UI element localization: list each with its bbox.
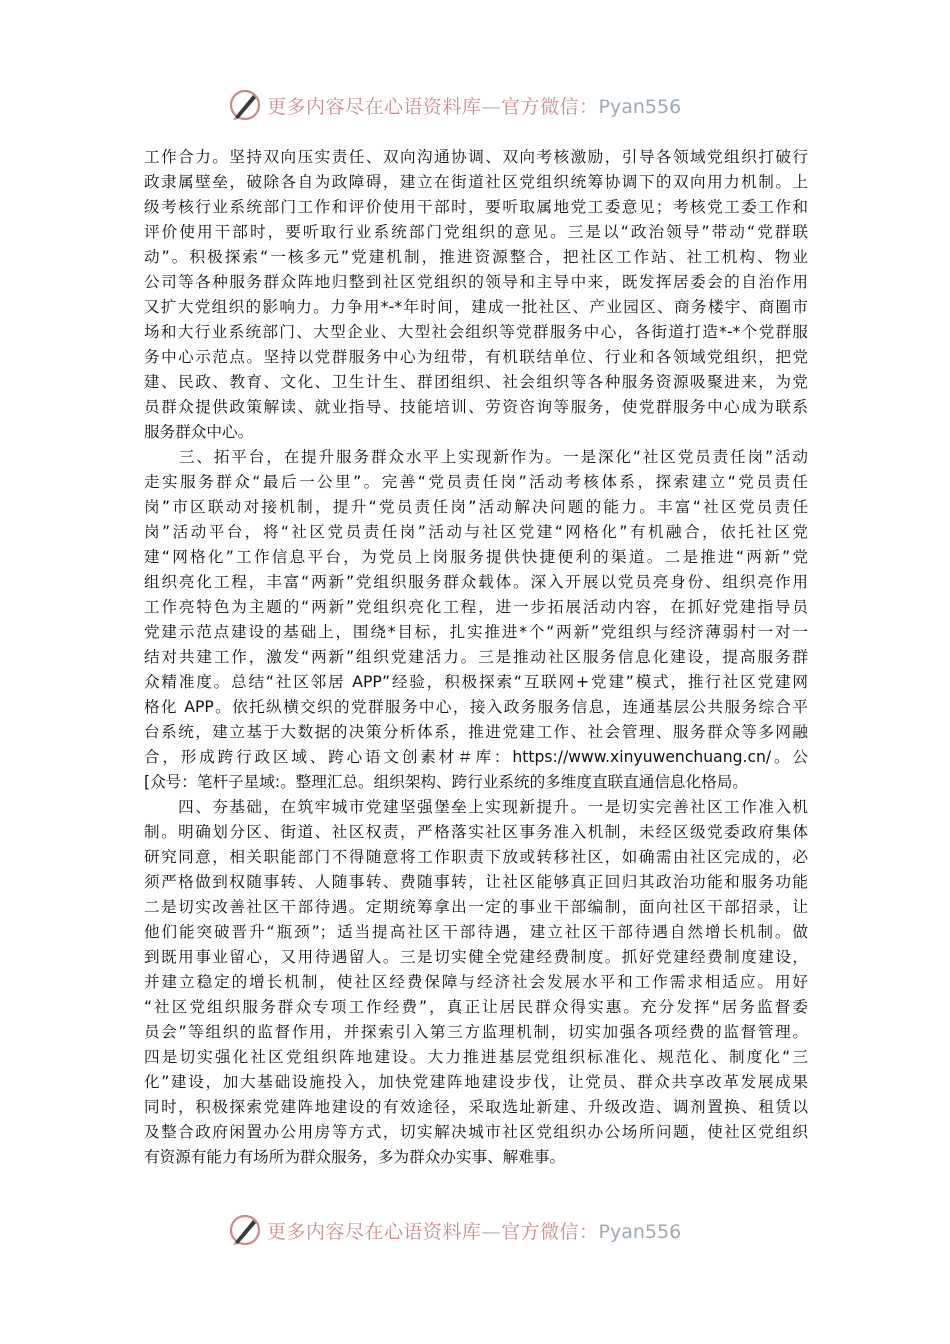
text-line: 公司等各种服务群众阵地归整到社区党组织的领导和主导中来，既发挥居委会的自治作用	[144, 273, 808, 291]
text-line: 级考核行业系统部门工作和评价使用干部时，要听取属地党工委意见；考核党工委工作和	[144, 198, 808, 216]
text-line: 到既用事业留心，又用待遇留人。三是切实健全党建经费制度。抓好党建经费制度建设，	[144, 948, 808, 966]
text-line: 有资源有能力有场所为群众服务，多为群众办实事、解难事。	[144, 1148, 566, 1166]
text-line: 化”建设，加大基础设施投入，加快党建阵地建设步伐，让党员、群众共享改革发展成果	[144, 1073, 808, 1091]
text-line: 工作合力。坚持双向压实责任、双向沟通协调、双向考核激励，引导各领域党组织打破行	[144, 148, 808, 166]
text-line: 并建立稳定的增长机制，使社区经费保障与经济社会发展水平和工作需求相适应。用好	[144, 973, 808, 991]
footer-watermark	[0, 1210, 950, 1250]
text-line: 岗”市区联动对接机制，提升“党员责任岗”活动解决问题的能力。丰富“社区党员责任	[144, 498, 808, 516]
text-line: 组织亮化工程，丰富“两新”党组织服务群众载体。深入开展以党员亮身份、组织亮作用	[144, 573, 808, 591]
text-line: 岗”活动平台，将“社区党员责任岗”活动与社区党建“网格化”有机融合，依托社区党	[144, 523, 808, 541]
text-line: 场和大行业系统部门、大型企业、大型社会组织等党群服务中心，各街道打造*-*个党群服	[144, 323, 808, 341]
text-line: 员群众提供政策解读、就业指导、技能培训、劳资咨询等服务，使党群服务中心成为联系	[144, 398, 808, 416]
paragraph-3	[144, 445, 808, 795]
text-line: 合，形成跨行政区域、跨心语文创素材＃库：https://www.xinyuwenchuang.cn/。公	[144, 748, 808, 766]
text-line: 政隶属壁垒，破除各自为政障碍，建立在街道社区党组织统筹协调下的双向用力机制。上	[144, 173, 808, 191]
watermark-dash: —	[481, 1220, 502, 1243]
text-line: 二是切实改善社区干部待遇。定期统筹拿出一定的事业干部编制，面向社区干部招录，让	[144, 898, 808, 916]
pen-in-circle-icon	[227, 1212, 263, 1248]
text-line: 台系统，建立基于大数据的决策分析体系，推进党建工作、社会管理、服务群众等多网融	[144, 723, 808, 741]
text-line: 同时，积极探索党建阵地建设的有效途径，采取选址新建、升级改造、调剂置换、租赁以	[144, 1098, 808, 1116]
text-line: “社区党组织服务群众专项工作经费”，真正让居民群众得实惠。充分发挥“居务监督委	[144, 998, 808, 1016]
paragraph-2-continued	[144, 145, 808, 445]
text-line: 员会”等组织的监督作用，并探索引入第三方监理机制，切实加强各项经费的监督管理。	[144, 1023, 808, 1041]
text-line: 四、夯基础，在筑牢城市党建坚强堡垒上实现新提升。一是切实完善社区工作准入机	[144, 798, 808, 816]
text-line: 研究同意，相关职能部门不得随意将工作职责下放或转移社区，如确需由社区完成的，必	[144, 848, 808, 866]
text-line: 及整合政府闲置办公用房等方式，切实解决城市社区党组织办公场所问题，使社区党组织	[144, 1123, 808, 1141]
text-line: 结对共建工作，激发“两新”组织党建活力。三是推动社区服务信息化建设，提高服务群	[144, 648, 808, 666]
paragraph-4	[144, 795, 808, 1170]
document-body	[144, 145, 808, 1170]
header-watermark	[0, 85, 950, 125]
text-line: 格化 APP。依托纵横交织的党群服务中心，接入政务服务信息，连通基层公共服务综合平	[144, 698, 808, 716]
watermark-handle: Pyan556	[598, 1220, 682, 1243]
watermark-text	[267, 1217, 681, 1244]
pen-in-circle-icon	[227, 87, 263, 123]
watermark-site-name: 更多内容尽在心语资料库	[267, 95, 482, 118]
watermark-contact-label: 官方微信：	[501, 1220, 599, 1243]
text-line: 建“网格化”工作信息平台，为党员上岗服务提供快捷便利的渠道。二是推进“两新”党	[144, 548, 808, 566]
watermark-contact-label: 官方微信：	[501, 95, 599, 118]
text-line: 服务群众中心。	[144, 423, 254, 441]
text-line: 动”。积极探索“一核多元”党建机制，推进资源整合，把社区工作站、社工机构、物业	[144, 248, 808, 266]
text-line: 评价使用干部时，要听取行业系统部门党组织的意见。三是以“政治领导”带动“党群联	[144, 223, 808, 241]
text-line: 须严格做到权随事转、人随事转、费随事转，让社区能够真正回归其政治功能和服务功能	[144, 873, 808, 891]
text-line: [众号：笔杆子星域:。整理汇总。组织架构、跨行业系统的多维度直联直通信息化格局。	[144, 773, 748, 791]
text-line: 走实服务群众“最后一公里”。完善“党员责任岗”活动考核体系，探索建立“党员责任	[144, 473, 808, 491]
text-line: 四是切实强化社区党组织阵地建设。大力推进基层党组织标准化、规范化、制度化“三	[144, 1048, 808, 1066]
text-line: 制。明确划分区、街道、社区权责，严格落实社区事务准入机制，未经区级党委政府集体	[144, 823, 808, 841]
text-line: 工作亮特色为主题的“两新”党组织亮化工程，进一步拓展活动内容，在抓好党建指导员	[144, 598, 808, 616]
watermark-dash: —	[481, 95, 502, 118]
text-line: 又扩大党组织的影响力。力争用*-*年时间，建成一批社区、产业园区、商务楼宇、商圈市	[144, 298, 808, 316]
text-line: 务中心示范点。坚持以党群服务中心为纽带，有机联结单位、行业和各领域党组织，把党	[144, 348, 808, 366]
text-line: 建、民政、教育、文化、卫生计生、群团组织、社会组织等各种服务资源吸聚进来，为党	[144, 373, 808, 391]
text-line: 他们能突破晋升“瓶颈”；适当提高社区干部待遇，建立社区干部待遇自然增长机制。做	[144, 923, 808, 941]
watermark-site-name: 更多内容尽在心语资料库	[267, 1220, 482, 1243]
watermark-text	[267, 92, 681, 119]
text-line: 三、拓平台，在提升服务群众水平上实现新作为。一是深化“社区党员责任岗”活动	[144, 448, 808, 466]
watermark-handle: Pyan556	[598, 95, 682, 118]
text-line: 党建示范点建设的基础上，围绕*目标，扎实推进*个“两新”党组织与经济薄弱村一对一	[144, 623, 808, 641]
text-line: 众精准度。总结“社区邻居 APP”经验，积极探索“互联网+党建”模式，推行社区党建网	[144, 673, 808, 691]
